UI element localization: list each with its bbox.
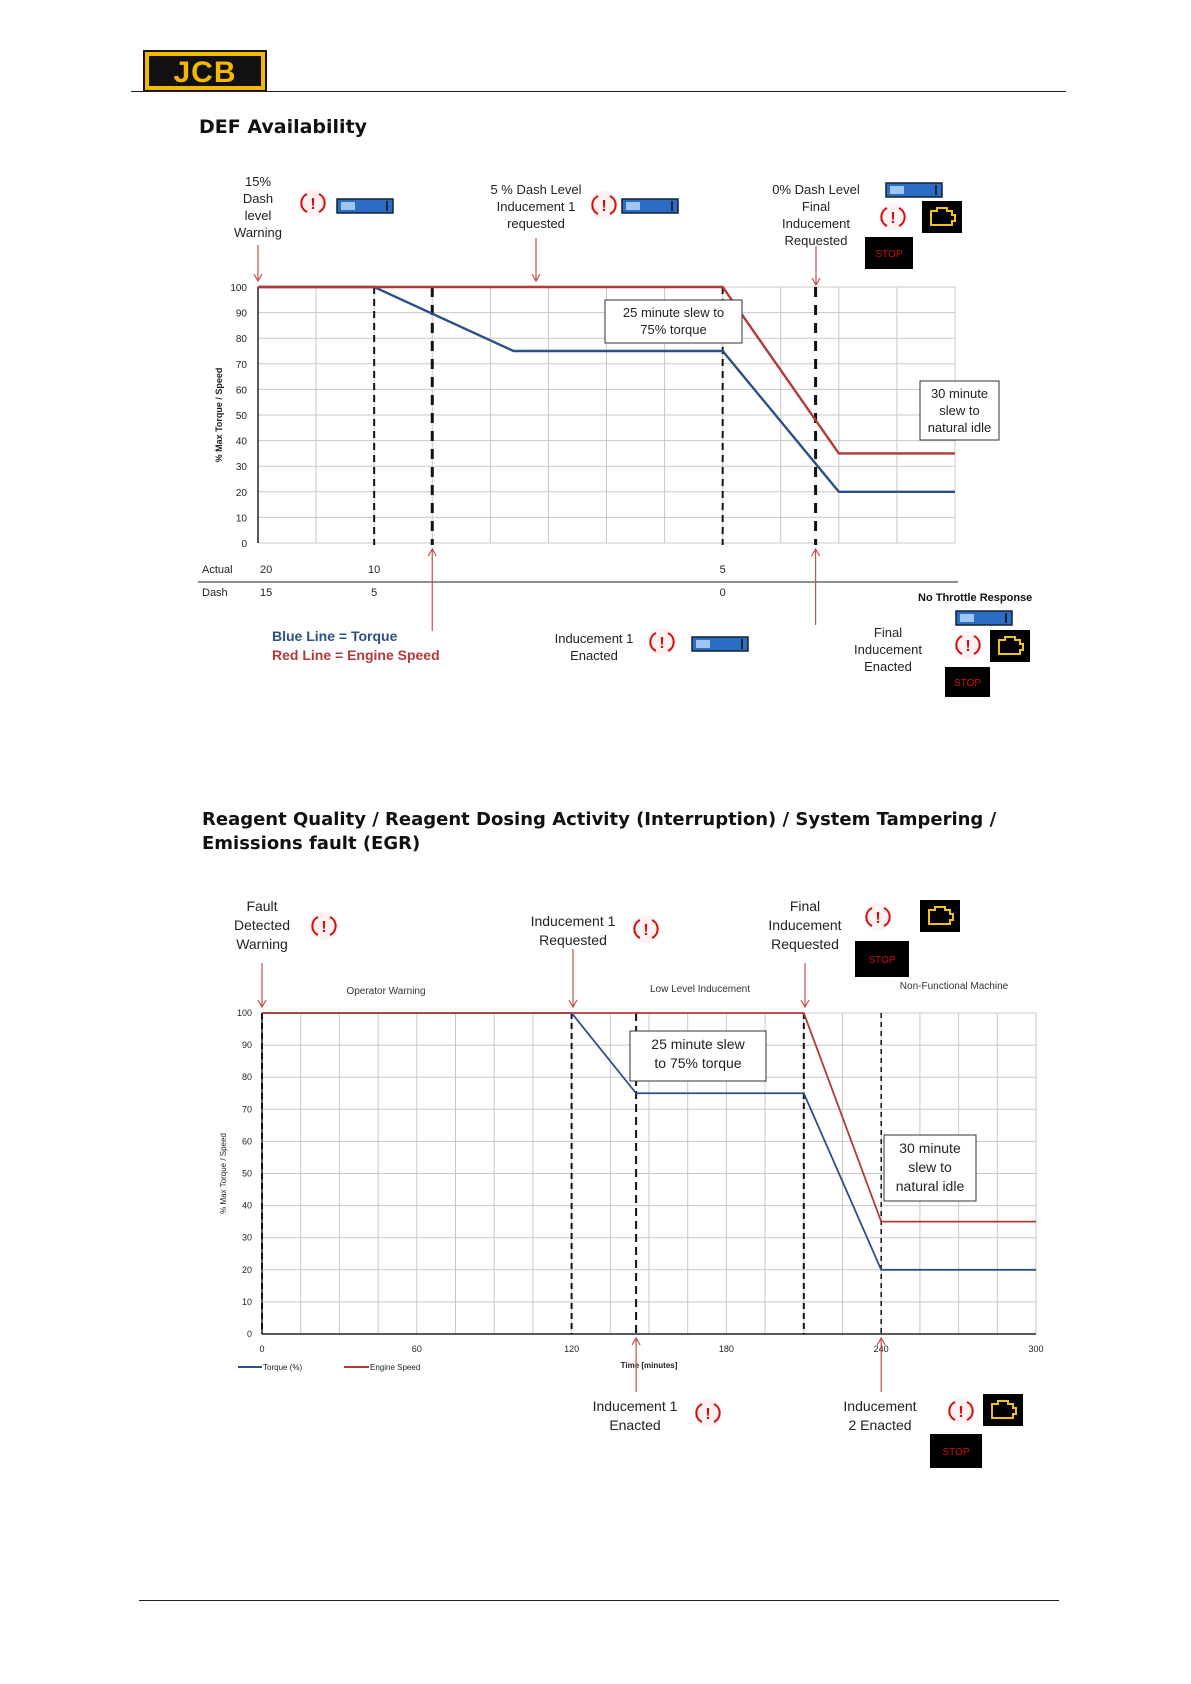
chart2-phase-label: Operator Warning — [346, 986, 426, 997]
chart1-ytick: 70 — [235, 359, 247, 371]
chart1-row-tick: 20 — [260, 564, 273, 576]
warning-dots: : — [954, 641, 958, 651]
chart1-ytick: 30 — [235, 462, 247, 474]
chart2-ytick: 50 — [241, 1168, 252, 1179]
reagent-quality-chart — [0, 860, 1191, 1480]
def-gauge-level — [341, 202, 355, 210]
chart1-final-req-label-line-0: 0% Dash Level — [772, 182, 860, 197]
footer-rule — [139, 1600, 1059, 1601]
stop-text: STOP — [868, 955, 896, 966]
chart1-warning-label-line-0: 15% — [244, 174, 272, 189]
warning-dots: : — [694, 1409, 698, 1419]
warning-icon — [864, 903, 892, 931]
chart1-ytick: 100 — [230, 283, 247, 294]
warning-icon — [310, 912, 338, 940]
chart2-ylabel: % Max Torque / Speed — [219, 1133, 228, 1214]
warning-icon — [648, 628, 676, 656]
chart2-ytick: 20 — [241, 1264, 252, 1275]
warning-icon — [879, 203, 907, 231]
def-gauge-icon — [622, 199, 678, 213]
chart1-slew1-box-text-line-1: 75% torque — [640, 322, 707, 337]
chart1-ytick: 80 — [235, 334, 247, 346]
chart1-ytick: 60 — [235, 385, 247, 397]
chart1-final-enact-label-line-2: Enacted — [864, 659, 912, 674]
chart1-ylabel: % Max Torque / Speed — [214, 367, 224, 463]
chart1-final-enact-label-line-0: Final — [873, 625, 903, 640]
chart2-ytick: 100 — [236, 1008, 252, 1018]
chart1-warning-label-line-1: Dash — [242, 191, 274, 206]
def-gauge-icon — [337, 199, 393, 213]
chart1-ytick: 50 — [235, 411, 247, 422]
chart1-warning-label-line-3: Warning — [234, 225, 282, 240]
chart2-fault-label-line-0: Fault — [246, 898, 278, 914]
stop-icon — [855, 941, 909, 977]
stop-icon — [945, 667, 990, 697]
logo-text: JCB — [149, 56, 261, 86]
chart1-ind1-enact-label-line-0: Inducement 1 — [554, 631, 634, 646]
warning-dots: : — [590, 201, 594, 211]
def-gauge-icon — [692, 637, 748, 651]
chart1-ytick: 40 — [235, 436, 247, 448]
chart1-ytick: 20 — [235, 487, 247, 499]
warning-icon — [947, 1397, 975, 1425]
chart2-ytick: 40 — [241, 1200, 252, 1211]
warning-mark: ! — [965, 638, 971, 655]
warning-dots: : — [299, 199, 303, 209]
chart1-legend-torque: Blue Line = Torque — [272, 628, 398, 644]
chart1-row-tick: 15 — [260, 587, 273, 599]
section-title-reagent: Reagent Quality / Reagent Dosing Activity (Interruption) / System Tampering / Emissions fault (EGR) — [202, 809, 997, 854]
def-gauge-level — [960, 614, 974, 622]
chart2-xtick: 60 — [411, 1344, 422, 1354]
chart1-final-req-label-line-1: Final — [801, 199, 831, 214]
warning-mark: ! — [705, 1406, 711, 1423]
stop-text: STOP — [953, 678, 982, 689]
warning-mark: ! — [643, 922, 649, 939]
chart2-legend-speed: Engine Speed — [370, 1363, 421, 1372]
warning-icon — [299, 189, 327, 217]
chart1-slew1-box-text-line-0: 25 minute slew to — [622, 305, 725, 320]
chart1-row-tick: 10 — [368, 564, 381, 576]
chart2-slew2-box-text-line-0: 30 minute — [899, 1140, 961, 1156]
stop-icon — [930, 1434, 982, 1468]
chart2-ind2-enact-label-line-1: 2 Enacted — [848, 1417, 912, 1433]
chart1-ytick: 0 — [241, 539, 247, 550]
def-gauge-level — [890, 186, 904, 194]
chart1-row-label: Actual — [202, 564, 233, 576]
chart2-slew1-box-text-line-0: 25 minute slew — [651, 1036, 745, 1052]
chart2-ytick: 60 — [241, 1136, 252, 1147]
chart1-slew2-box-text-line-2: natural idle — [927, 420, 992, 435]
warning-icon — [632, 915, 660, 943]
chart1-no-throttle: No Throttle Response — [918, 592, 1033, 604]
chart2-phase-label: Low Level Inducement — [649, 984, 751, 995]
chart2-text — [219, 898, 1044, 1433]
warning-mark: ! — [601, 198, 607, 215]
warning-mark: ! — [321, 919, 327, 936]
chart1-ytick: 90 — [235, 308, 247, 320]
chart2-ind1-req-label-line-0: Inducement 1 — [530, 913, 616, 929]
chart2-ytick: 0 — [246, 1329, 252, 1339]
chart1-ind1-enact-label-line-1: Enacted — [570, 648, 618, 663]
chart1-ytick: 10 — [235, 513, 247, 525]
chart1-row-tick: 5 — [371, 587, 378, 599]
chart2-ind1-enact-label-line-1: Enacted — [609, 1417, 661, 1433]
warning-mark: ! — [875, 910, 881, 927]
chart2-slew2-box-text-line-2: natural idle — [895, 1178, 965, 1194]
stop-icon — [865, 237, 913, 269]
chart2-xtick: 240 — [873, 1344, 889, 1354]
engine-icon — [922, 201, 962, 233]
warning-dots: : — [947, 1407, 951, 1417]
chart1-slew2-box-text-line-1: slew to — [939, 403, 980, 418]
chart2-fault-label-line-2: Warning — [236, 936, 288, 952]
chart2-xtick: 300 — [1028, 1344, 1044, 1354]
chart2-slew1-box-text-line-1: to 75% torque — [654, 1055, 742, 1071]
chart1-row-tick: 0 — [719, 587, 726, 599]
def-gauge-icon — [886, 183, 942, 197]
chart1-icons — [254, 183, 1033, 697]
warning-dots: : — [310, 922, 314, 932]
chart1-final-req-label-line-2: Inducement — [782, 216, 850, 231]
def-gauge-level — [696, 640, 710, 648]
chart2-fault-label-line-1: Detected — [233, 917, 291, 933]
chart1-final-req-label-line-3: Requested — [784, 233, 848, 248]
chart2-xlabel: Time [minutes] — [620, 1361, 678, 1370]
chart2-xtick: 180 — [718, 1344, 734, 1354]
engine-icon — [983, 1394, 1023, 1426]
chart1-slew2-box-text-line-0: 30 minute — [930, 386, 989, 401]
chart2-ind1-req-label-line-1: Requested — [539, 932, 607, 948]
chart1-warning-label-line-2: level — [244, 208, 272, 223]
stop-text: STOP — [875, 249, 903, 260]
chart2-ytick: 70 — [241, 1104, 252, 1115]
warning-mark: ! — [890, 210, 896, 227]
chart2-xtick: 120 — [564, 1344, 580, 1354]
def-availability-chart — [0, 0, 1191, 760]
section-title-def: DEF Availability — [199, 116, 368, 138]
warning-dots: : — [879, 213, 883, 223]
chart2-xtick: 0 — [259, 1344, 265, 1354]
warning-icon — [590, 191, 618, 219]
chart1-ind1-req-label-line-2: requested — [507, 216, 565, 231]
chart2-ytick: 30 — [241, 1232, 252, 1243]
chart1-ind1-req-label-line-1: Inducement 1 — [496, 199, 576, 214]
chart2-final-req-label-line-0: Final — [789, 898, 821, 914]
warning-dots: : — [864, 913, 868, 923]
chart1-final-enact-label-line-1: Inducement — [854, 642, 922, 657]
warning-dots: : — [632, 925, 636, 935]
warning-icon — [954, 631, 982, 659]
def-gauge-icon — [956, 611, 1012, 625]
chart1-row-tick: 5 — [719, 564, 726, 576]
chart2-ytick: 80 — [241, 1072, 252, 1083]
chart1-legend-speed: Red Line = Engine Speed — [272, 647, 440, 663]
chart2-ytick: 90 — [241, 1040, 252, 1051]
chart2-ind2-enact-label-line-0: Inducement — [843, 1398, 917, 1414]
chart2-ind1-enact-label-line-0: Inducement 1 — [592, 1398, 678, 1414]
stop-text: STOP — [942, 1447, 970, 1458]
warning-icon — [694, 1399, 722, 1427]
chart1-row-label: Dash — [202, 587, 228, 599]
def-gauge-level — [626, 202, 640, 210]
warning-mark: ! — [310, 196, 316, 213]
chart2-final-req-label-line-2: Requested — [771, 936, 839, 952]
engine-icon — [990, 630, 1030, 662]
chart2-legend-torque: Torque (%) — [263, 1363, 303, 1372]
chart2-phase-label: Non-Functional Machine — [899, 981, 1009, 992]
warning-mark: ! — [958, 1404, 964, 1421]
warning-mark: ! — [659, 635, 665, 652]
chart2-final-req-label-line-1: Inducement — [768, 917, 842, 933]
engine-icon — [920, 900, 960, 932]
chart2-slew2-box-text-line-1: slew to — [908, 1159, 952, 1175]
warning-dots: : — [648, 638, 652, 648]
chart2-ytick: 10 — [241, 1296, 252, 1307]
chart1-ind1-req-label-line-0: 5 % Dash Level — [490, 182, 582, 197]
